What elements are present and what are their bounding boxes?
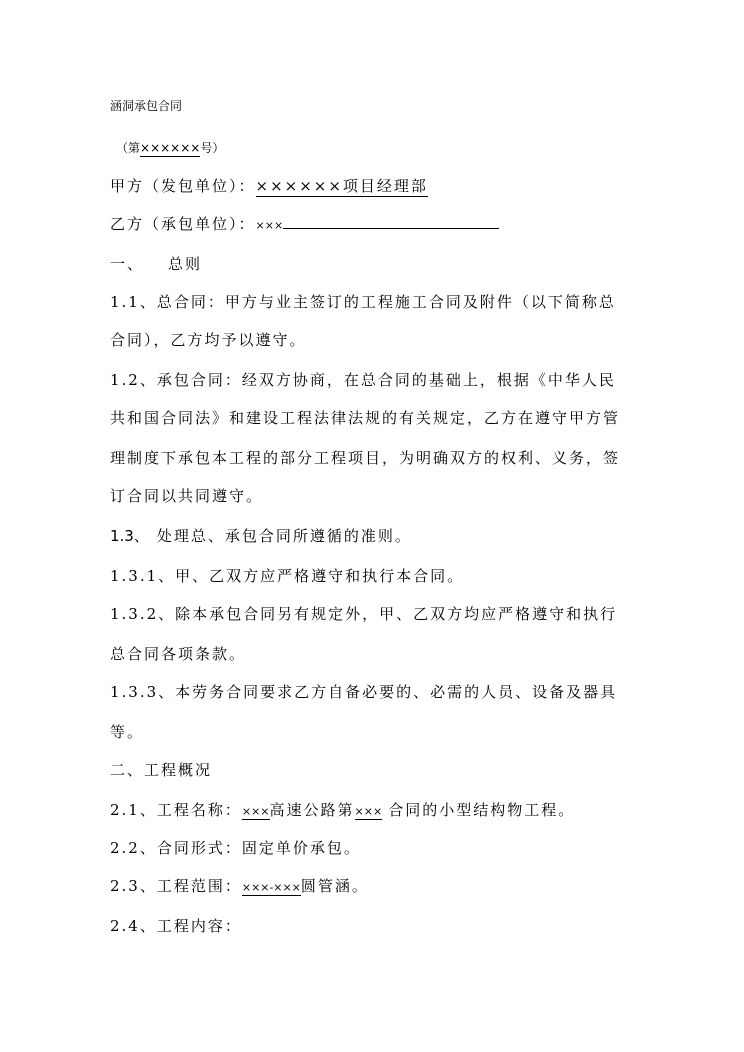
contract-number: [116, 138, 224, 158]
clause-1-3-3-line-1: 1.3.3、本劳务合同要求乙方自备必要的、必需的人员、设备及器具: [110, 683, 618, 701]
party-a-label: 甲方（发包单位）：: [110, 177, 256, 195]
document-title: 涵洞承包合同: [110, 99, 183, 113]
clause-2-1-suffix: 合同的小型结构物工程。: [388, 801, 576, 819]
section-1-title: 总则: [168, 255, 203, 273]
clause-1-2-line-1: 1.2、承包合同：经双方协商，在总合同的基础上，根据《中华人民: [110, 371, 616, 389]
section-1-number: 一、: [110, 255, 145, 273]
clause-1-3-2-line-1: 1.3.2、除本承包合同另有规定外，甲、乙双方均应严格遵守和执行: [110, 605, 618, 623]
clause-1-3-2-line-2: 总合同各项条款。: [110, 645, 247, 663]
party-a-value: ××××××项目经理部: [255, 177, 428, 195]
clause-1-2-line-3: 理制度下承包本工程的部分工程项目，为明确双方的权利、义务，签: [110, 449, 621, 467]
clause-1-1-line-1: 1.1、总合同：甲方与业主签订的工程施工合同及附件（以下简称总: [110, 293, 616, 311]
party-b-blank-line: [283, 214, 499, 229]
party-b-label: 乙方（承包单位）：: [110, 215, 256, 233]
section-1-heading: [110, 254, 202, 274]
project-name-blank: ×××: [241, 805, 270, 818]
clause-2-3: [110, 876, 369, 898]
clause-1-3: [110, 526, 412, 546]
clause-1-2-line-4: 订合同以共同遵守。: [110, 487, 264, 505]
party-b-line: [110, 214, 499, 236]
section-2-heading: 二、工程概况: [110, 761, 213, 779]
clause-2-2: 2.2、合同形式：固定单价承包。: [110, 839, 361, 857]
clause-1-3-number: 1.3、: [110, 527, 149, 545]
clause-1-3-text: 处理总、承包合同所遵循的准则。: [156, 527, 412, 545]
clause-1-3-1: 1.3.1、甲、乙双方应严格遵守和执行本合同。: [110, 567, 465, 585]
contract-number-code: ××××××: [140, 141, 201, 155]
clause-2-3-prefix: 2.3、工程范围：: [110, 877, 242, 895]
clause-1-3-3-line-2: 等。: [110, 723, 145, 741]
party-b-value: ×××: [255, 219, 284, 232]
contract-section-blank: ×××: [354, 805, 383, 818]
clause-2-1: [110, 800, 575, 822]
clause-2-1-mid: 高速公路第: [269, 801, 355, 819]
project-range-blank: ×××-×××: [241, 881, 301, 894]
contract-number-prefix: （第: [116, 141, 141, 155]
party-a-line: [110, 176, 428, 196]
contract-number-suffix: 号）: [200, 141, 225, 155]
clause-1-1-line-2: 合同），乙方均予以遵守。: [110, 331, 307, 349]
clause-1-2-line-2: 共和国合同法》和建设工程法律法规的有关规定，乙方在遵守甲方管: [110, 409, 621, 427]
clause-2-3-suffix: 圆管涵。: [300, 877, 369, 895]
clause-2-1-prefix: 2.1、工程名称：: [110, 801, 242, 819]
clause-2-4: 2.4、工程内容：: [110, 917, 242, 935]
